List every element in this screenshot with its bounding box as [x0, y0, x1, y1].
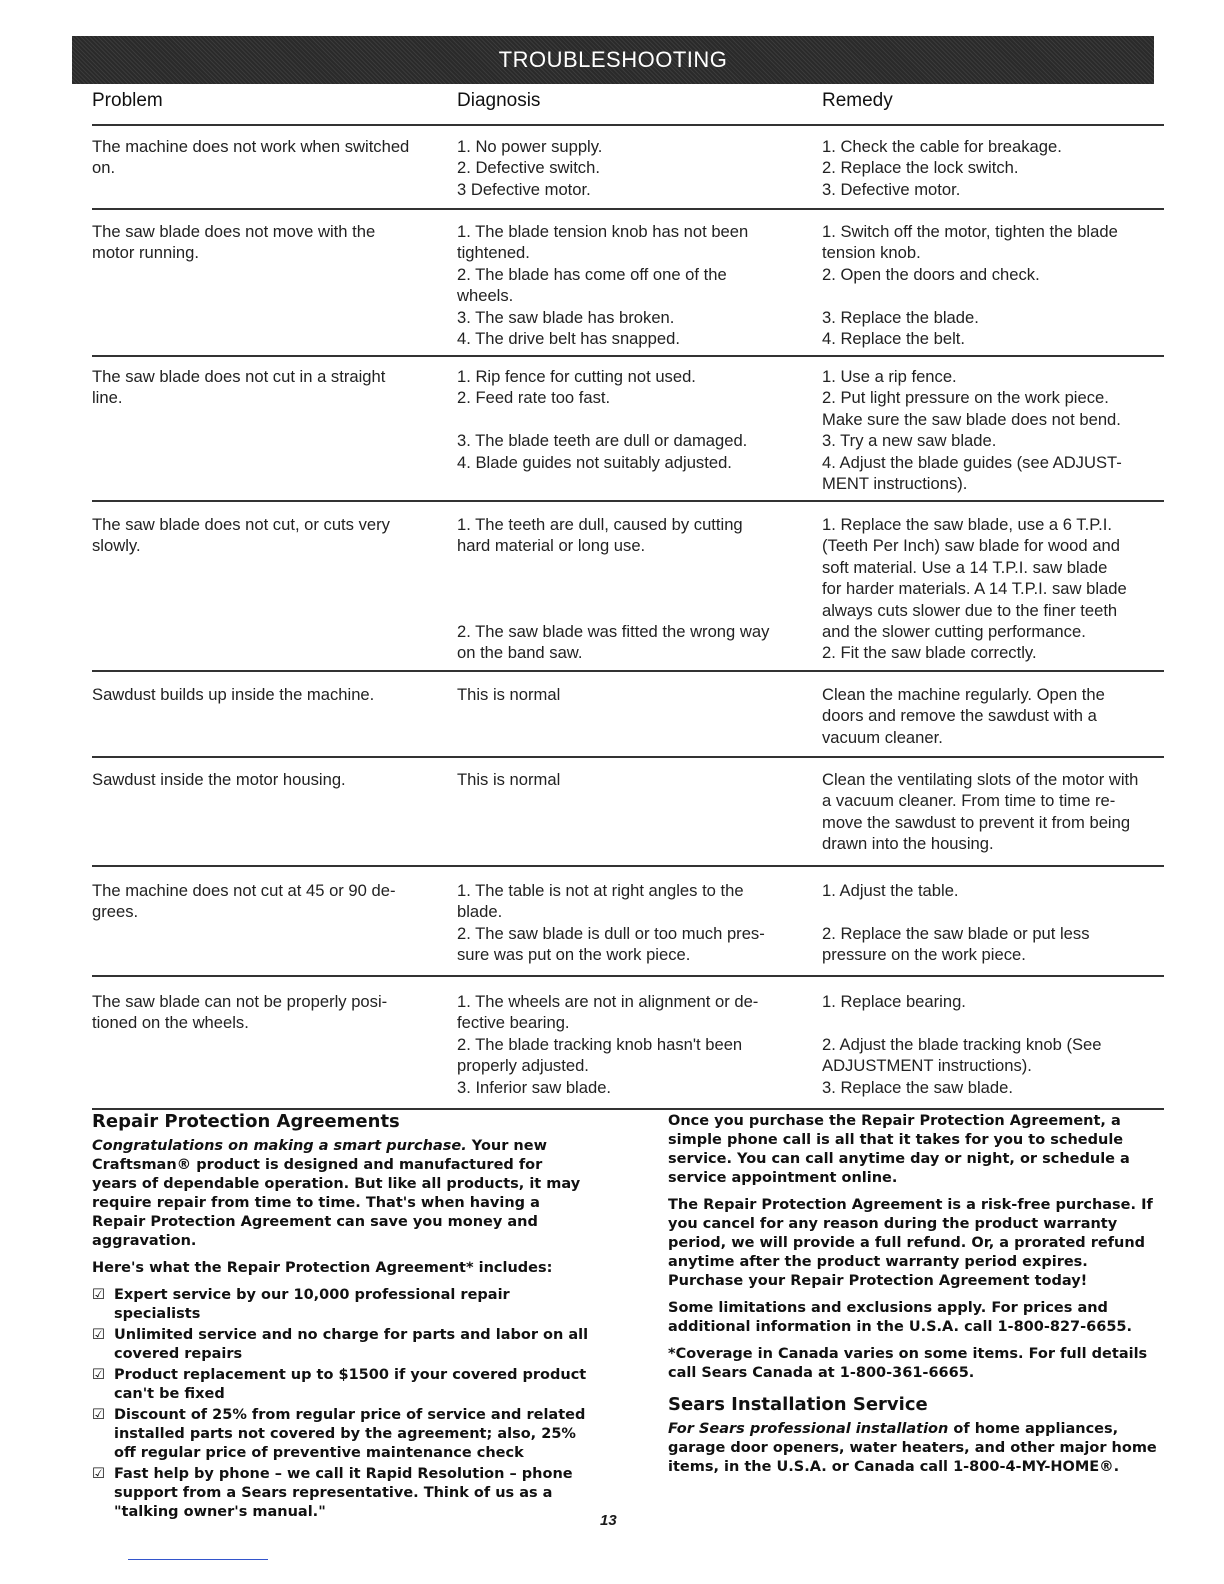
diagnosis-line: 4. The drive belt has snapped.: [457, 329, 680, 349]
row-divider: [92, 1108, 1164, 1110]
remedy-line: a vacuum cleaner. From time to time re-: [822, 791, 1116, 811]
bullet-text: Product replacement up to $1500 if your covered product can't be fixed: [114, 1367, 587, 1402]
list-item: [92, 1465, 592, 1522]
remedy-line: Clean the ventilating slots of the motor with: [822, 770, 1139, 789]
page-number: 13: [600, 1512, 617, 1529]
remedy-line: (Teeth Per Inch) saw blade for wood and: [822, 536, 1120, 556]
remedy-line: ADJUSTMENT instructions).: [822, 1056, 1032, 1076]
diagnosis-line: hard material or long use.: [457, 536, 646, 556]
diagnosis-line: 4. Blade guides not suitably adjusted.: [457, 452, 732, 472]
problem-line: The saw blade does not cut, or cuts very: [92, 515, 390, 534]
problem-line: The saw blade can not be properly posi-: [92, 992, 388, 1011]
diagnosis-line: This is normal: [457, 770, 561, 789]
checkbox-icon: ☑: [92, 1407, 105, 1423]
checkbox-icon: ☑: [92, 1327, 105, 1343]
list-item: [92, 1366, 592, 1404]
diagnosis-line: 3. The saw blade has broken.: [457, 307, 675, 327]
diagnosis-line: sure was put on the work piece.: [457, 945, 691, 965]
remedy-cell: [822, 514, 1157, 664]
repair-protection-right: [668, 1112, 1162, 1485]
remedy-line: soft material. Use a 14 T.P.I. saw blade: [822, 557, 1108, 577]
repair-includes: Here's what the Repair Protection Agreement* includes:: [92, 1260, 553, 1276]
remedy-line: 2. Replace the saw blade or put less: [822, 923, 1090, 943]
diagnosis-line: wheels.: [457, 286, 514, 306]
remedy-cell: [822, 769, 1157, 855]
remedy-line: Make sure the saw blade does not bend.: [822, 409, 1121, 429]
diagnosis-cell: [457, 769, 807, 790]
problem-cell: [92, 136, 442, 179]
remedy-line: Clean the machine regularly. Open the: [822, 685, 1105, 704]
problem-cell: [92, 991, 442, 1034]
diagnosis-cell: [457, 136, 807, 200]
remedy-line: move the sawdust to prevent it from being: [822, 812, 1131, 832]
remedy-line: 4. Replace the belt.: [822, 329, 965, 349]
repair-bullet-list: [92, 1286, 592, 1522]
remedy-line: 2. Replace the lock switch.: [822, 158, 1019, 178]
remedy-line: 1. Adjust the table.: [822, 881, 959, 900]
diagnosis-cell: [457, 684, 807, 705]
checkbox-icon: ☑: [92, 1466, 105, 1482]
problem-line: The machine does not work when switched: [92, 137, 410, 156]
remedy-line: for harder materials. A 14 T.P.I. saw blade: [822, 579, 1127, 599]
diagnosis-line: 3. Inferior saw blade.: [457, 1077, 612, 1097]
problem-cell: [92, 221, 442, 264]
remedy-line: MENT instructions).: [822, 474, 968, 494]
diagnosis-cell: [457, 221, 807, 349]
problem-line: slowly.: [92, 536, 141, 556]
bullet-text: Fast help by phone – we call it Rapid Resolution – phone support from a Sears representative. Think of us as a "talking owner's manual.": [114, 1466, 573, 1520]
remedy-line: 3. Defective motor.: [822, 179, 961, 199]
diagnosis-line: 2. The saw blade is dull or too much pres-: [457, 923, 765, 943]
problem-line: The machine does not cut at 45 or 90 de-: [92, 881, 396, 900]
repair-protection-left: [92, 1112, 592, 1524]
remedy-line: 4. Adjust the blade guides (see ADJUST-: [822, 452, 1122, 472]
problem-cell: [92, 769, 442, 790]
row-divider: [92, 500, 1164, 502]
repair-paragraph-3: Some limitations and exclusions apply. For prices and additional information in the U.S.A. call 1-800-827-6655.: [668, 1300, 1133, 1335]
diagnosis-line: 1. The blade tension knob has not been: [457, 222, 749, 241]
remedy-line: doors and remove the sawdust with a: [822, 706, 1097, 726]
remedy-line: 2. Fit the saw blade correctly.: [822, 643, 1037, 663]
row-divider: [92, 208, 1164, 210]
diagnosis-line: 2. The blade tracking knob hasn't been: [457, 1034, 743, 1054]
remedy-line: 1. Replace the saw blade, use a 6 T.P.I.: [822, 515, 1112, 534]
footer-line: [128, 1559, 268, 1560]
remedy-line: 3. Replace the blade.: [822, 307, 979, 327]
remedy-line: always cuts slower due to the finer teeth: [822, 600, 1118, 620]
row-divider: [92, 670, 1164, 672]
remedy-line: 3. Try a new saw blade.: [822, 431, 997, 451]
problem-line: on.: [92, 158, 116, 178]
diagnosis-line: 1. No power supply.: [457, 137, 603, 156]
bullet-text: Expert service by our 10,000 professional repair specialists: [114, 1287, 510, 1322]
diagnosis-line: 2. Feed rate too fast.: [457, 388, 611, 408]
diagnosis-line: 2. Defective switch.: [457, 158, 600, 178]
remedy-line: 2. Adjust the blade tracking knob (See: [822, 1034, 1102, 1054]
remedy-cell: [822, 684, 1157, 748]
problem-cell: [92, 880, 442, 923]
problem-line: The saw blade does not cut in a straight: [92, 367, 386, 386]
title-banner: [72, 36, 1154, 84]
remedy-line: [822, 1012, 1157, 1033]
diagnosis-line: 3 Defective motor.: [457, 179, 591, 199]
remedy-line: vacuum cleaner.: [822, 727, 943, 747]
remedy-line: 1. Switch off the motor, tighten the blade: [822, 222, 1118, 241]
list-item: [92, 1406, 592, 1463]
diagnosis-line: properly adjusted.: [457, 1056, 589, 1076]
remedy-line: 1. Use a rip fence.: [822, 367, 957, 386]
diagnosis-cell: [457, 514, 807, 664]
problem-line: motor running.: [92, 243, 199, 263]
problem-line: Sawdust inside the motor housing.: [92, 770, 346, 789]
problem-line: The saw blade does not move with the: [92, 222, 376, 241]
repair-paragraph-1: Once you purchase the Repair Protection Agreement, a simple phone call is all that it takes for you to schedule service. You can call anytime day or night, or schedule a service appointment online.: [668, 1113, 1130, 1186]
row-divider: [92, 865, 1164, 867]
repair-intro: Congratulations on making a smart purchase. Your new Craftsman® product is designed and manufactured for years of dependable operation. But like all products, it may require repair from time to time. That's when having a Repair Protection Agreement can save you money and aggravation.: [92, 1138, 581, 1249]
remedy-line: 3. Replace the saw blade.: [822, 1077, 1013, 1097]
diagnosis-line: [457, 557, 807, 578]
diagnosis-line: 1. Rip fence for cutting not used.: [457, 367, 696, 386]
remedy-line: tension knob.: [822, 243, 921, 263]
diagnosis-line: 2. The saw blade was fitted the wrong way: [457, 621, 770, 641]
row-divider: [92, 756, 1164, 758]
remedy-cell: [822, 366, 1157, 494]
diagnosis-cell: [457, 366, 807, 473]
diagnosis-line: fective bearing.: [457, 1013, 570, 1033]
list-item: [92, 1326, 592, 1364]
checkbox-icon: ☑: [92, 1287, 105, 1303]
remedy-line: 2. Put light pressure on the work piece.: [822, 388, 1109, 408]
page-title: TROUBLESHOOTING: [498, 47, 728, 72]
diagnosis-line: on the band saw.: [457, 643, 583, 663]
diagnosis-line: [457, 578, 807, 599]
problem-cell: [92, 514, 442, 557]
remedy-line: and the slower cutting performance.: [822, 622, 1086, 642]
bullet-text: Discount of 25% from regular price of service and related installed parts not covered by the agreement; also, 25% off regular price of preventive maintenance check: [114, 1407, 586, 1461]
row-divider: [92, 124, 1164, 126]
diagnosis-line: 2. The blade has come off one of the: [457, 264, 727, 284]
problem-cell: [92, 366, 442, 409]
problem-line: grees.: [92, 902, 139, 922]
diagnosis-line: blade.: [457, 902, 503, 922]
diagnosis-line: 3. The blade teeth are dull or damaged.: [457, 431, 748, 451]
problem-line: Sawdust builds up inside the machine.: [92, 685, 375, 704]
diagnosis-cell: [457, 991, 807, 1098]
diagnosis-line: [457, 600, 807, 621]
problem-line: tioned on the wheels.: [92, 1013, 249, 1033]
diagnosis-line: [457, 409, 807, 430]
remedy-line: drawn into the housing.: [822, 834, 994, 854]
diagnosis-line: tightened.: [457, 243, 530, 263]
remedy-cell: [822, 991, 1157, 1098]
checkbox-icon: ☑: [92, 1367, 105, 1383]
column-header-diagnosis: Diagnosis: [457, 90, 541, 111]
diagnosis-line: 1. The teeth are dull, caused by cutting: [457, 515, 743, 534]
remedy-line: pressure on the work piece.: [822, 945, 1026, 965]
remedy-line: 1. Check the cable for breakage.: [822, 137, 1062, 156]
remedy-cell: [822, 221, 1157, 349]
row-divider: [92, 975, 1164, 977]
installation-text: For Sears professional installation of home appliances, garage door openers, water heaters, and other major home items, in the U.S.A. or Canada call 1-800-4-MY-HOME®.: [668, 1421, 1157, 1475]
remedy-line: [822, 901, 1157, 922]
remedy-cell: [822, 136, 1157, 200]
remedy-line: 2. Open the doors and check.: [822, 264, 1040, 284]
repair-heading: Repair Protection Agreements: [92, 1111, 400, 1132]
repair-paragraph-4: *Coverage in Canada varies on some items. For full details call Sears Canada at 1-800-361-6665.: [668, 1346, 1148, 1381]
diagnosis-line: This is normal: [457, 685, 561, 704]
installation-heading: Sears Installation Service: [668, 1394, 928, 1415]
bullet-text: Unlimited service and no charge for parts and labor on all covered repairs: [114, 1327, 589, 1362]
repair-paragraph-2: The Repair Protection Agreement is a risk-free purchase. If you cancel for any reason during the product warranty period, we will provide a full refund. Or, a prorated refund anytime after the product warranty period expires. Purchase your Repair Protection Agreement today!: [668, 1197, 1153, 1289]
remedy-line: [822, 285, 1157, 306]
diagnosis-line: 1. The table is not at right angles to the: [457, 881, 744, 900]
problem-cell: [92, 684, 442, 705]
diagnosis-cell: [457, 880, 807, 966]
problem-line: line.: [92, 388, 123, 408]
diagnosis-line: 1. The wheels are not in alignment or de-: [457, 992, 759, 1011]
column-header-problem: Problem: [92, 90, 163, 111]
column-header-remedy: Remedy: [822, 90, 893, 111]
row-divider: [92, 355, 1164, 357]
remedy-line: 1. Replace bearing.: [822, 992, 966, 1011]
remedy-cell: [822, 880, 1157, 966]
list-item: [92, 1286, 592, 1324]
